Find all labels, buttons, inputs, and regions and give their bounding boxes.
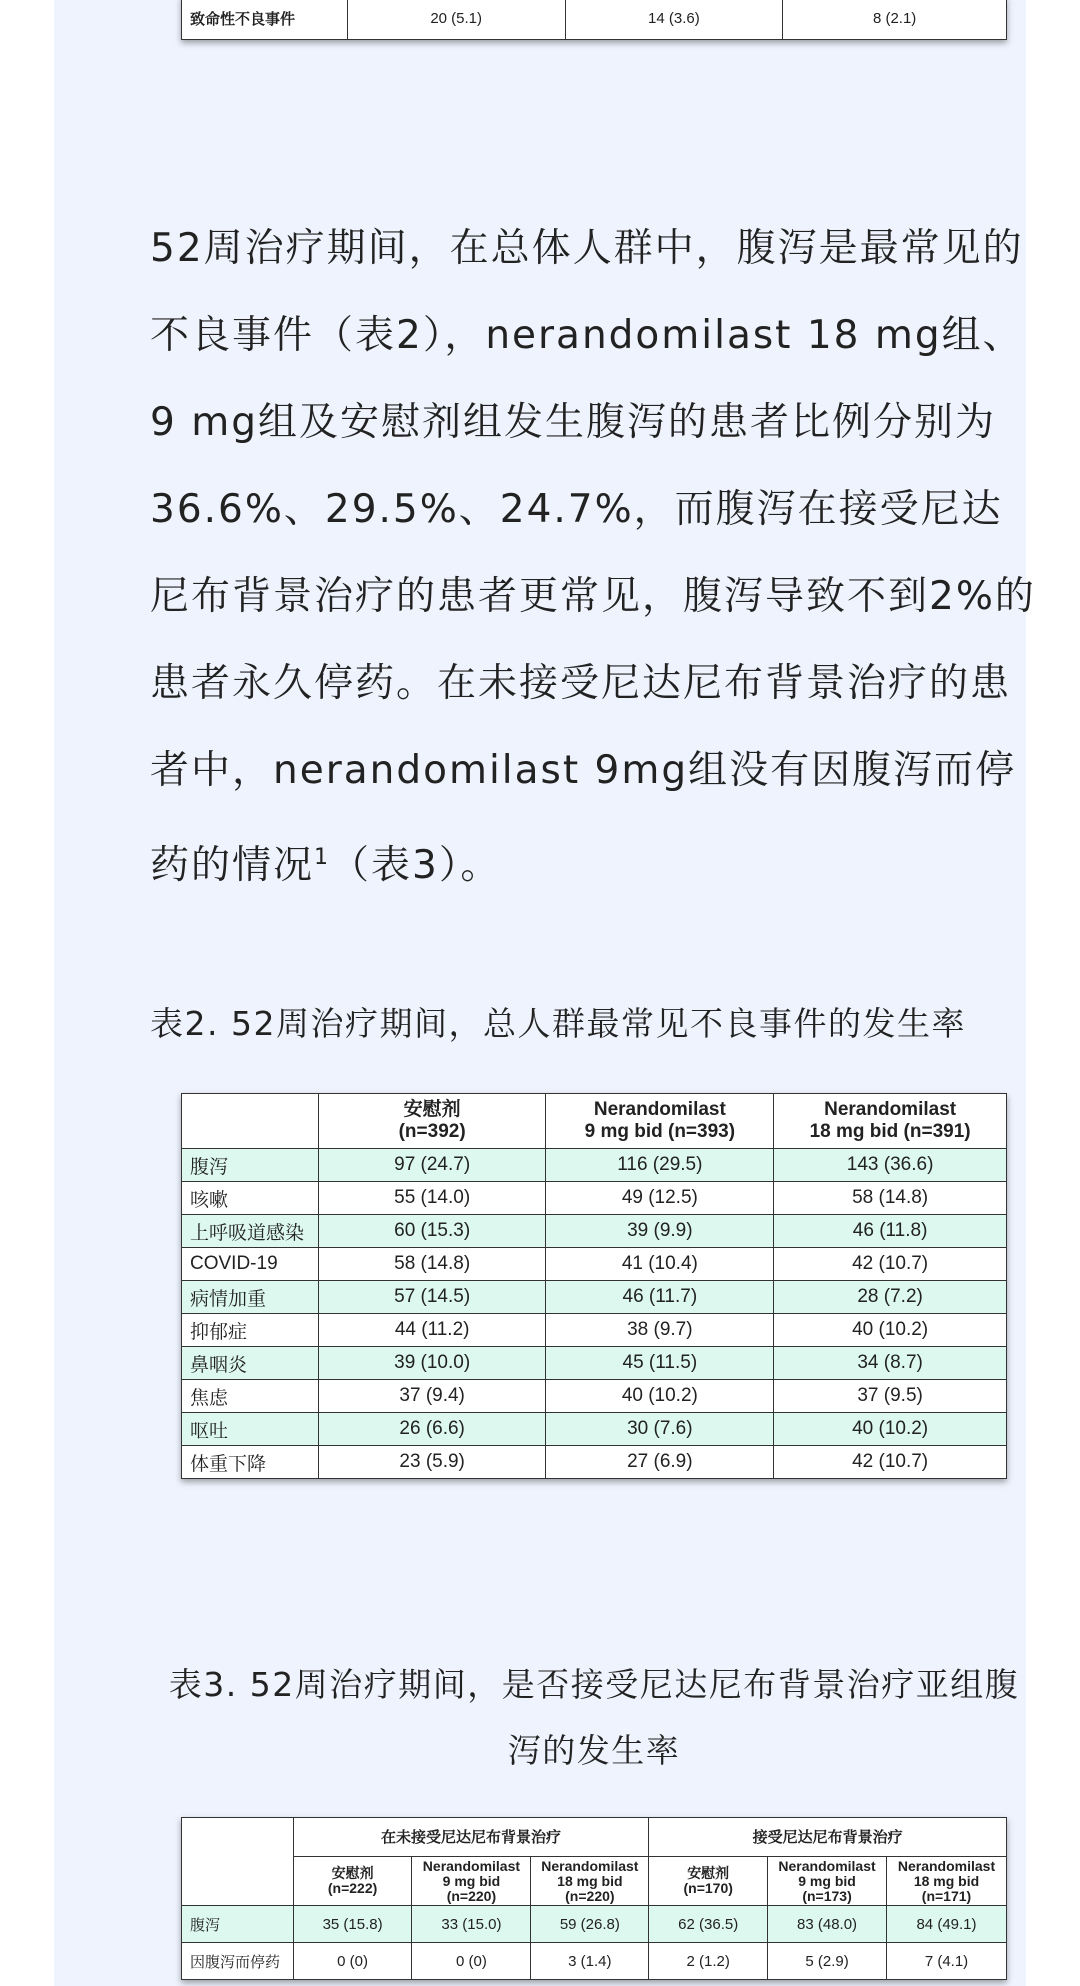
table-row: [182, 1446, 1007, 1479]
table-cell: 143 (36.6): [774, 1149, 1007, 1182]
table-cell: 27 (6.9): [546, 1446, 774, 1479]
table-cell: 46 (11.8): [774, 1215, 1007, 1248]
table-cell: 116 (29.5): [546, 1149, 774, 1182]
table-row: [182, 1281, 1007, 1314]
table-cell: 8 (2.1): [783, 0, 1007, 40]
header-cell: 安慰剂 (n=392): [318, 1094, 546, 1149]
table-cell: 5 (2.9): [768, 1943, 887, 1980]
table-cell: 39 (9.9): [546, 1215, 774, 1248]
table-row: [182, 0, 1007, 40]
table-row: [182, 1380, 1007, 1413]
table-group-header-row: [182, 1818, 1007, 1857]
row-label: 因腹泻而停药: [182, 1943, 294, 1980]
header-cell: Nerandomilast 18 mg bid (n=220): [531, 1857, 649, 1906]
table-cell: 38 (9.7): [546, 1314, 774, 1347]
row-label: 腹泻: [182, 1906, 294, 1943]
header-cell: Nerandomilast 9 mg bid (n=173): [768, 1857, 887, 1906]
table-cell: 62 (36.5): [649, 1906, 768, 1943]
citation-superscript: 1: [314, 845, 331, 870]
table-cell: 49 (12.5): [546, 1182, 774, 1215]
paragraph-text: 52周治疗期间，在总体人群中，腹泻是最常见的不良事件（表2），nerandomilast 18 mg组、9 mg组及安慰剂组发生腹泻的患者比例分别为36.6%、29.5%、24.7%，而腹泻在接受尼达尼布背景治疗的患者更常见，腹泻导致不到2%的患者永久停药。在未接受尼达尼布背景治疗的患者中，nerandomilast 9mg组没有因腹泻而停药的情况: [150, 226, 1036, 888]
row-label: COVID-19: [182, 1248, 319, 1281]
row-label: 腹泻: [182, 1149, 319, 1182]
table-cell: 60 (15.3): [318, 1215, 546, 1248]
table-cell: 23 (5.9): [318, 1446, 546, 1479]
table1-fragment: [181, 0, 1007, 40]
table-cell: 28 (7.2): [774, 1281, 1007, 1314]
table3-caption: 表3. 52周治疗期间，是否接受尼达尼布背景治疗亚组腹泻的发生率: [168, 1665, 1020, 1770]
table-cell: 39 (10.0): [318, 1347, 546, 1380]
table-cell: 42 (10.7): [774, 1446, 1007, 1479]
paragraph-tail: （表3）。: [330, 843, 502, 888]
table-cell: 2 (1.2): [649, 1943, 768, 1980]
row-label: 体重下降: [182, 1446, 319, 1479]
group-header: 在未接受尼达尼布背景治疗: [293, 1818, 649, 1857]
header-cell-empty: [182, 1818, 294, 1906]
table-cell: 0 (0): [293, 1943, 412, 1980]
table-row: [182, 1149, 1007, 1182]
body-paragraph: [150, 205, 1040, 909]
group-header: 接受尼达尼布背景治疗: [649, 1818, 1007, 1857]
article-body: [54, 0, 1036, 1986]
table-header-row: [182, 1094, 1007, 1149]
header-cell: 安慰剂 (n=222): [293, 1857, 412, 1906]
table-row: [182, 1943, 1007, 1980]
table-cell: 41 (10.4): [546, 1248, 774, 1281]
table-header-row: [182, 1857, 1007, 1906]
table2: [181, 1093, 1007, 1479]
table-cell: 37 (9.4): [318, 1380, 546, 1413]
row-label: 抑郁症: [182, 1314, 319, 1347]
table-row: [182, 1347, 1007, 1380]
table-cell: 20 (5.1): [347, 0, 565, 40]
table-cell: 97 (24.7): [318, 1149, 546, 1182]
header-cell: 安慰剂 (n=170): [649, 1857, 768, 1906]
row-label: 鼻咽炎: [182, 1347, 319, 1380]
table-cell: 44 (11.2): [318, 1314, 546, 1347]
table3: [181, 1817, 1007, 1980]
header-cell-empty: [182, 1094, 319, 1149]
table-row: [182, 1906, 1007, 1943]
table-cell: 57 (14.5): [318, 1281, 546, 1314]
table2-caption: 表2. 52周治疗期间，总人群最常见不良事件的发生率: [150, 1004, 966, 1043]
header-cell: Nerandomilast 18 mg bid (n=171): [887, 1857, 1007, 1906]
table-cell: 46 (11.7): [546, 1281, 774, 1314]
table-cell: 59 (26.8): [531, 1906, 649, 1943]
table-row: [182, 1248, 1007, 1281]
table-cell: 33 (15.0): [412, 1906, 531, 1943]
row-label: 病情加重: [182, 1281, 319, 1314]
table-cell: 14 (3.6): [565, 0, 783, 40]
table-cell: 40 (10.2): [546, 1380, 774, 1413]
table-cell: 3 (1.4): [531, 1943, 649, 1980]
row-label: 上呼吸道感染: [182, 1215, 319, 1248]
header-cell: Nerandomilast 9 mg bid (n=393): [546, 1094, 774, 1149]
table-cell: 0 (0): [412, 1943, 531, 1980]
table-cell: 45 (11.5): [546, 1347, 774, 1380]
header-cell: Nerandomilast 9 mg bid (n=220): [412, 1857, 531, 1906]
table-row: [182, 1314, 1007, 1347]
table-cell: 30 (7.6): [546, 1413, 774, 1446]
table-row: [182, 1182, 1007, 1215]
table-cell: 34 (8.7): [774, 1347, 1007, 1380]
row-label: 咳嗽: [182, 1182, 319, 1215]
table-cell: 83 (48.0): [768, 1906, 887, 1943]
table-cell: 37 (9.5): [774, 1380, 1007, 1413]
table-cell: 58 (14.8): [774, 1182, 1007, 1215]
table-cell: 40 (10.2): [774, 1314, 1007, 1347]
table-row: [182, 1413, 1007, 1446]
row-label: 焦虑: [182, 1380, 319, 1413]
table-cell: 40 (10.2): [774, 1413, 1007, 1446]
table-cell: 58 (14.8): [318, 1248, 546, 1281]
header-cell: Nerandomilast 18 mg bid (n=391): [774, 1094, 1007, 1149]
table-cell: 35 (15.8): [293, 1906, 412, 1943]
table-cell: 55 (14.0): [318, 1182, 546, 1215]
table-cell: 26 (6.6): [318, 1413, 546, 1446]
table-cell: 7 (4.1): [887, 1943, 1007, 1980]
table-row: [182, 1215, 1007, 1248]
table-cell: 84 (49.1): [887, 1906, 1007, 1943]
row-label: 呕吐: [182, 1413, 319, 1446]
row-label: 致命性不良事件: [182, 0, 348, 40]
table-cell: 42 (10.7): [774, 1248, 1007, 1281]
